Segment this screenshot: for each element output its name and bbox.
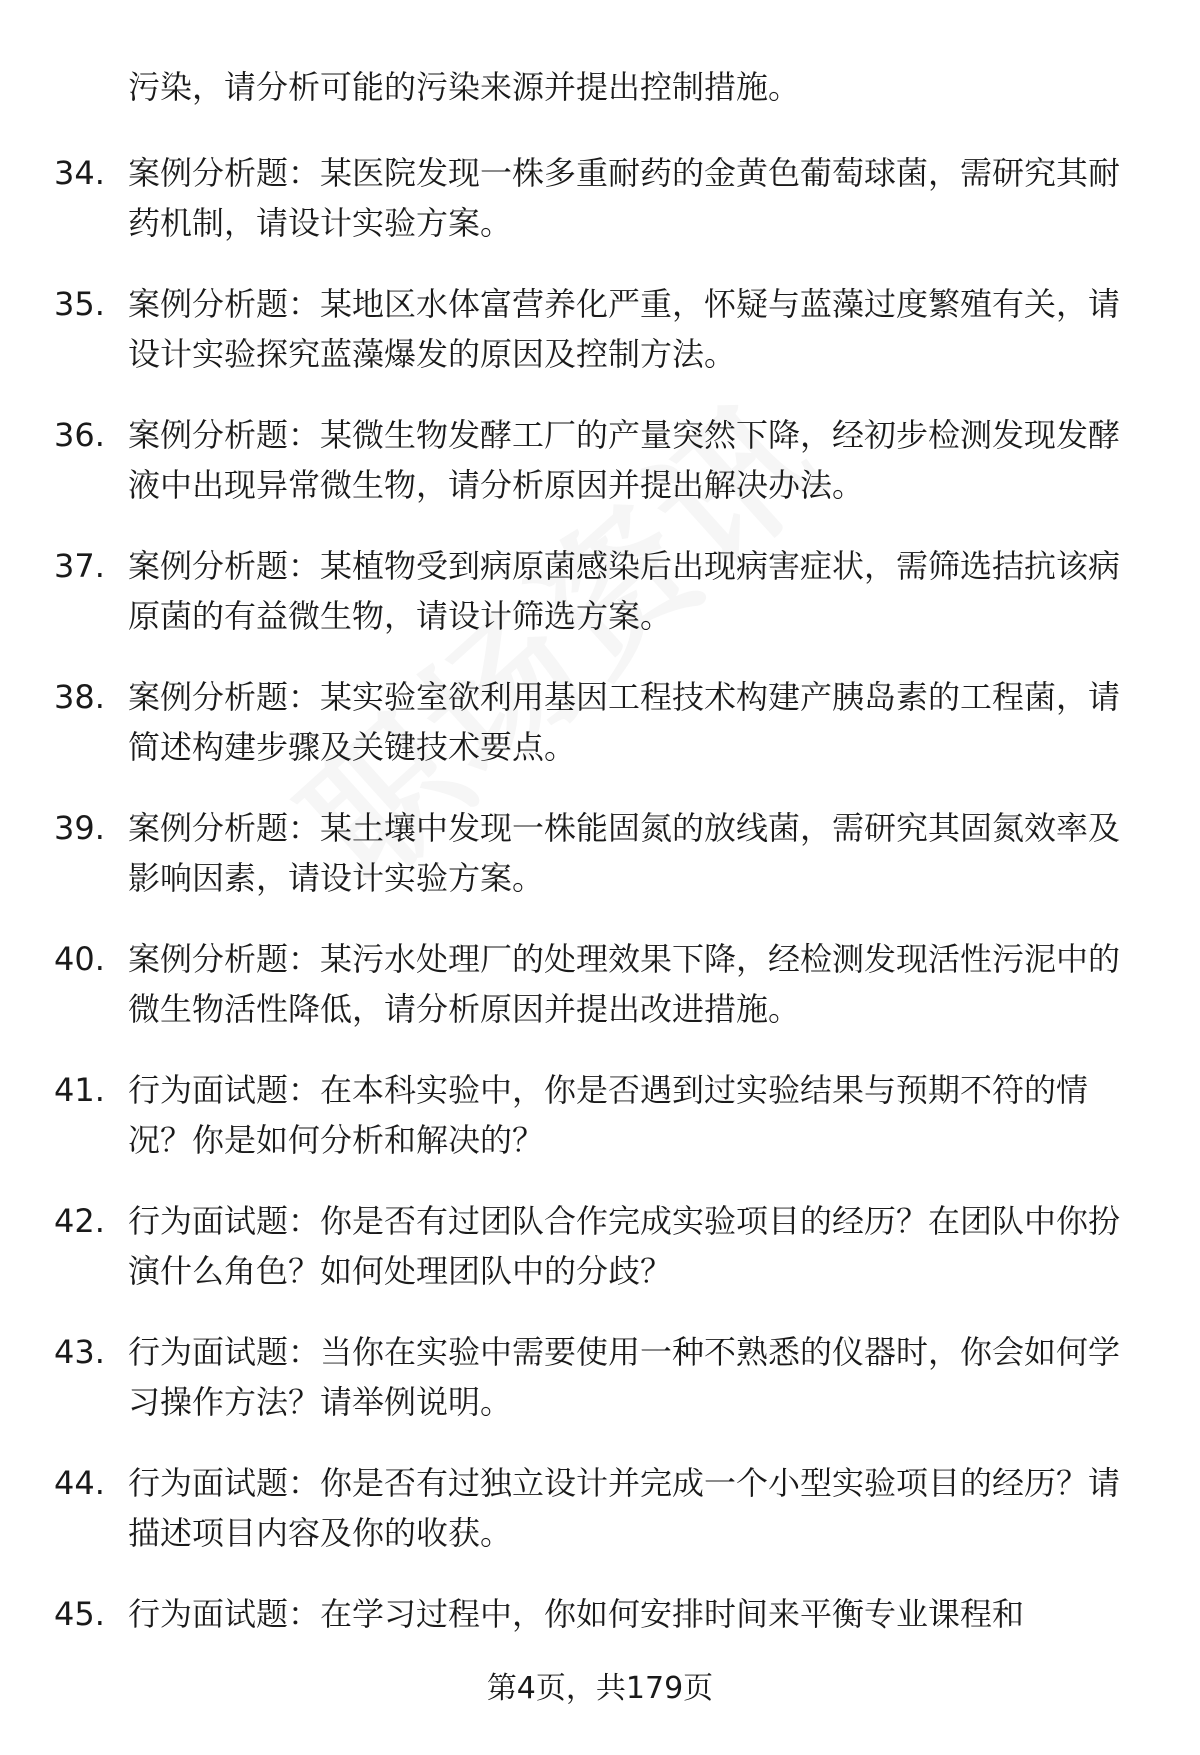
question-number: 43. (54, 1333, 105, 1371)
continuation-text: 污染，请分析可能的污染来源并提出控制措施。 (128, 68, 801, 106)
question-text: 行为面试题：你是否有过独立设计并完成一个小型实验项目的经历？请描述项目内容及你的收获。 (128, 1464, 1121, 1552)
question-number: 40. (54, 940, 105, 978)
question-text: 案例分析题：某植物受到病原菌感染后出现病害症状，需筛选拮抗该病原菌的有益微生物，请设计筛选方案。 (128, 547, 1121, 635)
question-text: 案例分析题：某医院发现一株多重耐药的金黄色葡萄球菌，需研究其耐药机制，请设计实验方案。 (128, 154, 1121, 242)
page-footer: 第4页，共179页 (486, 1671, 714, 1706)
question-text: 案例分析题：某土壤中发现一株能固氮的放线菌，需研究其固氮效率及影响因素，请设计实验方案。 (128, 809, 1121, 897)
question-item (0, 803, 1200, 934)
question-item (0, 1196, 1200, 1327)
question-item (0, 1458, 1200, 1589)
question-number: 45. (54, 1595, 105, 1633)
question-text: 行为面试题：你是否有过团队合作完成实验项目的经历？在团队中你扮演什么角色？如何处理团队中的分歧？ (128, 1202, 1121, 1290)
question-list (0, 148, 1200, 1720)
question-text: 案例分析题：某地区水体富营养化严重，怀疑与蓝藻过度繁殖有关，请设计实验探究蓝藻爆发的原因及控制方法。 (128, 285, 1121, 373)
question-item (0, 148, 1200, 279)
question-number: 38. (54, 678, 105, 716)
question-number: 37. (54, 547, 105, 585)
question-number: 42. (54, 1202, 105, 1240)
question-text: 行为面试题：在学习过程中，你如何安排时间来平衡专业课程和 (128, 1595, 1025, 1633)
question-item (0, 410, 1200, 541)
question-text: 案例分析题：某实验室欲利用基因工程技术构建产胰岛素的工程菌，请简述构建步骤及关键技术要点。 (128, 678, 1121, 766)
question-item (0, 1327, 1200, 1458)
question-number: 39. (54, 809, 105, 847)
question-number: 35. (54, 285, 105, 323)
question-item (0, 279, 1200, 410)
question-number: 34. (54, 154, 105, 192)
question-text: 案例分析题：某污水处理厂的处理效果下降，经检测发现活性污泥中的微生物活性降低，请分析原因并提出改进措施。 (128, 940, 1121, 1028)
question-number: 44. (54, 1464, 105, 1502)
question-number: 36. (54, 416, 105, 454)
question-number: 41. (54, 1071, 105, 1109)
question-item (0, 934, 1200, 1065)
question-item (0, 672, 1200, 803)
question-item (0, 1065, 1200, 1196)
question-text: 案例分析题：某微生物发酵工厂的产量突然下降，经初步检测发现发酵液中出现异常微生物，请分析原因并提出解决办法。 (128, 416, 1121, 504)
question-text: 行为面试题：当你在实验中需要使用一种不熟悉的仪器时，你会如何学习操作方法？请举例说明。 (128, 1333, 1121, 1421)
question-item (0, 541, 1200, 672)
question-text: 行为面试题：在本科实验中，你是否遇到过实验结果与预期不符的情况？你是如何分析和解决的？ (128, 1071, 1089, 1159)
